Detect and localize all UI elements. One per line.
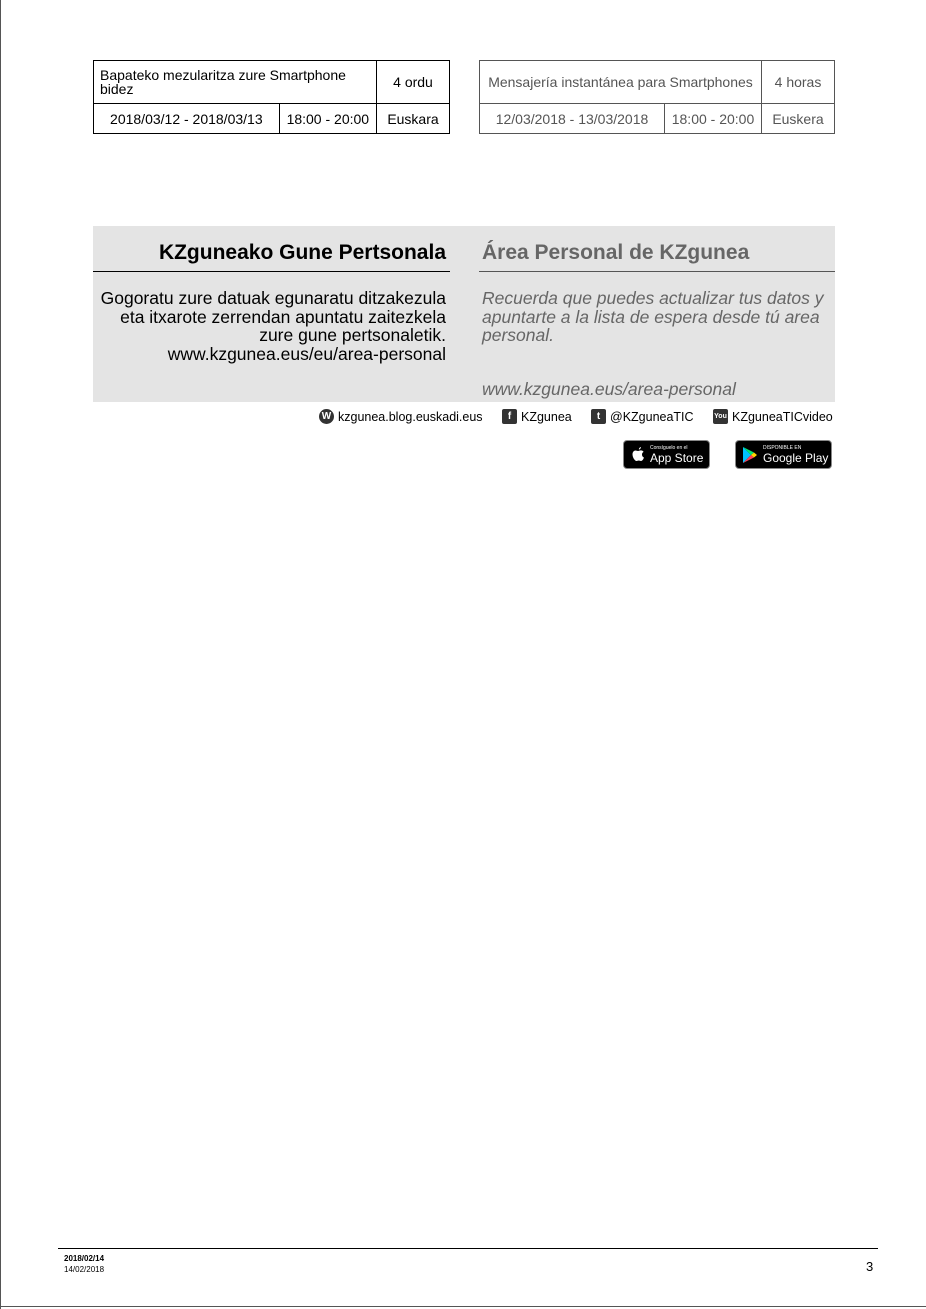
personal-area-link[interactable]: www.kzgunea.eus/area-personal	[482, 378, 736, 399]
course-dates: 2018/03/12 - 2018/03/13	[94, 104, 280, 134]
app-store-badge[interactable]	[623, 440, 710, 469]
course-duration: 4 ordu	[377, 61, 450, 104]
youtube-label: KZguneaTICvideo	[732, 409, 833, 424]
app-store-small: Consíguelo en el	[650, 444, 688, 451]
facebook-link[interactable]	[502, 409, 572, 424]
personal-area-link[interactable]	[168, 344, 446, 364]
personal-area-description: Gogoratu zure datuak egunaratu ditzakezula eta itxarote zerrendan apuntatu zaitezkela zure gune pertsonaletik.	[100, 288, 446, 345]
google-play-badge[interactable]	[735, 440, 832, 469]
personal-area-heading: Área Personal de KZgunea	[479, 226, 835, 272]
page-number: 3	[866, 1259, 874, 1274]
course-time: 18:00 - 20:00	[665, 104, 762, 134]
youtube-link[interactable]	[713, 409, 833, 424]
course-table-basque	[93, 60, 450, 134]
personal-area-spanish	[479, 226, 835, 402]
page-border-left	[0, 0, 1, 1309]
personal-area-heading: KZguneako Gune Pertsonala	[93, 226, 450, 272]
twitter-label: @KZguneaTIC	[610, 409, 694, 424]
page-border-bottom	[0, 1306, 926, 1307]
blog-label: kzgunea.blog.euskadi.eus	[338, 409, 483, 424]
course-title: Mensajería instantánea para Smartphones	[480, 61, 762, 104]
twitter-link[interactable]	[591, 409, 694, 424]
app-store-label: App Store	[650, 450, 704, 465]
url-main: kzgunea.eus/eu/area-personal	[209, 343, 446, 364]
course-language: Euskera	[762, 104, 835, 134]
google-play-label: Google Play	[763, 450, 829, 465]
course-language: Euskara	[377, 104, 450, 134]
footer-date-spanish: 14/02/2018	[64, 1265, 105, 1274]
course-title: Bapateko mezularitza zure Smartphone bidez	[94, 61, 377, 104]
youtube-icon: You	[713, 409, 728, 424]
blog-link[interactable]	[319, 409, 483, 424]
footer-divider	[58, 1248, 878, 1249]
google-play-icon	[742, 446, 758, 464]
course-dates: 12/03/2018 - 13/03/2018	[480, 104, 665, 134]
facebook-icon: f	[502, 409, 517, 424]
course-duration: 4 horas	[762, 61, 835, 104]
personal-area-banner	[93, 226, 835, 402]
google-play-small: DISPONIBLE EN	[763, 444, 802, 451]
facebook-label: KZgunea	[521, 409, 572, 424]
footer-date-basque: 2018/02/14	[64, 1254, 105, 1263]
twitter-icon: t	[591, 409, 606, 424]
apple-icon	[630, 446, 646, 464]
url-prefix: www.	[167, 343, 210, 364]
wordpress-icon: W	[319, 409, 334, 424]
personal-area-description: Recuerda que puedes actualizar tus datos y apuntarte a la lista de espera desde tú area personal.	[482, 288, 824, 345]
personal-area-text	[93, 272, 450, 363]
personal-area-text	[479, 272, 835, 345]
course-table-spanish	[479, 60, 835, 134]
personal-area-basque	[93, 226, 450, 402]
course-time: 18:00 - 20:00	[279, 104, 376, 134]
